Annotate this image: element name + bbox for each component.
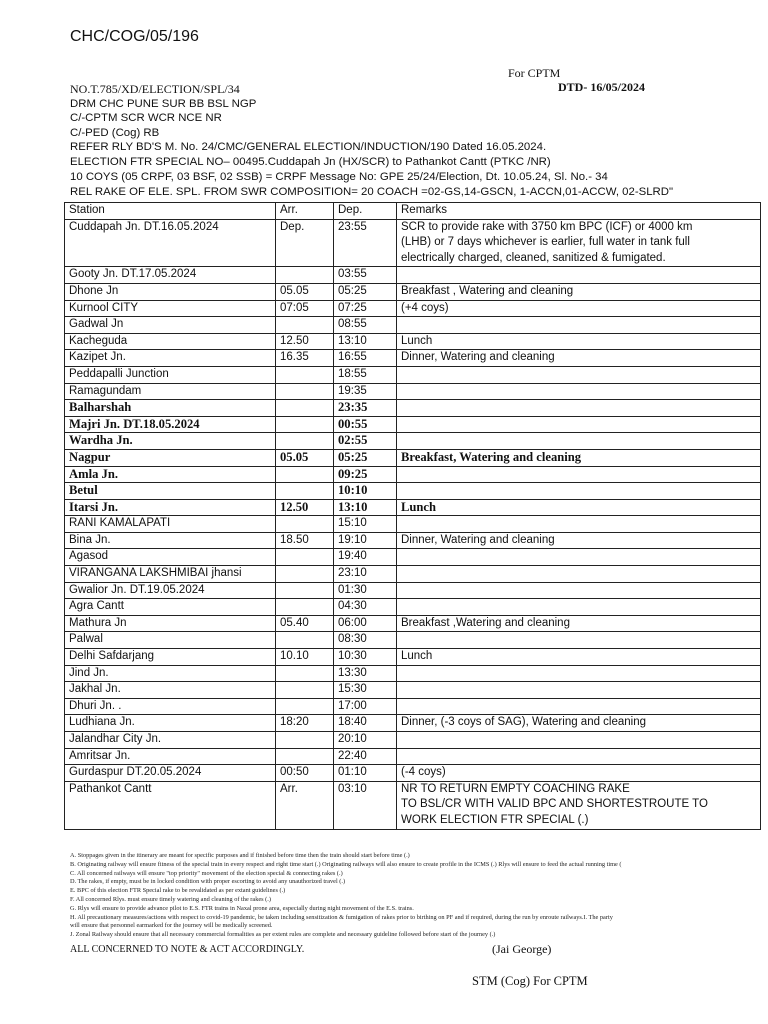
- table-row: [65, 350, 761, 367]
- arrival-cell: 07:05: [276, 300, 334, 317]
- station-cell: VIRANGANA LAKSHMIBAI jhansi: [65, 566, 276, 583]
- arrival-cell: [276, 400, 334, 417]
- table-row: [65, 317, 761, 334]
- arrival-cell: [276, 516, 334, 533]
- arrival-cell: [276, 466, 334, 483]
- table-header-row: [65, 203, 761, 220]
- station-cell: Majri Jn. DT.18.05.2024: [65, 416, 276, 433]
- station-cell: Balharshah: [65, 400, 276, 417]
- table-row: [65, 765, 761, 782]
- table-row: [65, 665, 761, 682]
- departure-cell: 13:10: [334, 499, 397, 516]
- remarks-cell: [397, 383, 761, 400]
- remarks-cell: Dinner, Watering and cleaning: [397, 350, 761, 367]
- remarks-cell: [397, 566, 761, 583]
- departure-cell: 10:10: [334, 483, 397, 500]
- remarks-cell: [397, 599, 761, 616]
- remarks-cell: SCR to provide rake with 3750 km BPC (ICF) or 4000 km (LHB) or 7 days whichever is earlier, full water in tank full electrically charged, cleaned, sanitized & fumigated.: [397, 219, 761, 267]
- note-line: E. BPC of this election FTR Special rake to be revalidated as per extant guidelines (.): [70, 887, 286, 895]
- departure-cell: 05:25: [334, 283, 397, 300]
- remarks-cell: [397, 366, 761, 383]
- table-row: [65, 715, 761, 732]
- departure-cell: 22:40: [334, 748, 397, 765]
- departure-cell: 15:10: [334, 516, 397, 533]
- table-row: [65, 781, 761, 829]
- station-cell: Kazipet Jn.: [65, 350, 276, 367]
- departure-cell: 03:55: [334, 267, 397, 284]
- itinerary-table: [64, 202, 761, 830]
- arrival-cell: [276, 483, 334, 500]
- remarks-cell: [397, 416, 761, 433]
- remarks-cell: [397, 682, 761, 699]
- arrival-cell: 18:20: [276, 715, 334, 732]
- station-cell: Itarsi Jn.: [65, 499, 276, 516]
- station-cell: Gwalior Jn. DT.19.05.2024: [65, 582, 276, 599]
- departure-cell: 03:10: [334, 781, 397, 829]
- table-row: [65, 632, 761, 649]
- departure-cell: 19:35: [334, 383, 397, 400]
- arrival-cell: [276, 632, 334, 649]
- remarks-cell: [397, 466, 761, 483]
- remarks-cell: [397, 698, 761, 715]
- remarks-cell: [397, 516, 761, 533]
- note-line: D. The rakes, if empty, must be in locked condition with proper escorting to avoid any unauthorized travel (.): [70, 878, 346, 886]
- for-cptm-label: For CPTM: [508, 66, 561, 80]
- note-line: J. Zonal Railway should ensure that all necessary commercial formalities as per extent rules are complete and necessary guideline followed before start of the journey (.): [70, 931, 496, 939]
- note-line: H. All precautionary measures/actions with respect to covid-19 pandemic, be taken including sensitization & fumigation of rakes prior to birthing on PF and if required, during the run by enroute railways.I. The party: [70, 913, 613, 921]
- departure-cell: 09:25: [334, 466, 397, 483]
- departure-cell: 05:25: [334, 449, 397, 466]
- departure-cell: 23:55: [334, 219, 397, 267]
- station-cell: Jalandhar City Jn.: [65, 732, 276, 749]
- station-cell: Pathankot Cantt: [65, 781, 276, 829]
- departure-cell: 08:30: [334, 632, 397, 649]
- table-row: [65, 532, 761, 549]
- remarks-cell: [397, 582, 761, 599]
- note-line: A. Stoppages given in the itinerary are meant for specific purposes and if finished before time then the train should start before time (.): [70, 852, 410, 859]
- departure-cell: 13:10: [334, 333, 397, 350]
- arrival-cell: 10.10: [276, 649, 334, 666]
- station-cell: Agra Cantt: [65, 599, 276, 616]
- table-row: [65, 449, 761, 466]
- remarks-cell: [397, 748, 761, 765]
- note-line: B. Originating railway will ensure fitness of the special train in every respect and right time start (.) Originating railways will also ensure to create profile in the ICMS (.) Rlys will ensure to feed the actual running time (: [70, 860, 622, 868]
- arrival-cell: [276, 317, 334, 334]
- arrival-cell: 16.35: [276, 350, 334, 367]
- table-row: [65, 698, 761, 715]
- remarks-cell: Breakfast, Watering and cleaning: [397, 449, 761, 466]
- remarks-cell: [397, 665, 761, 682]
- arrival-cell: 05.05: [276, 283, 334, 300]
- table-row: [65, 582, 761, 599]
- arrival-cell: 18.50: [276, 532, 334, 549]
- arrival-cell: [276, 698, 334, 715]
- departure-cell: 01:30: [334, 582, 397, 599]
- remarks-cell: [397, 267, 761, 284]
- note-line: F. All concerned Rlys. must ensure timely watering and cleaning of the rakes (.): [70, 895, 271, 903]
- arrival-cell: 05.40: [276, 615, 334, 632]
- station-cell: Betul: [65, 483, 276, 500]
- table-row: [65, 682, 761, 699]
- station-cell: Gadwal Jn: [65, 317, 276, 334]
- remarks-cell: NR TO RETURN EMPTY COACHING RAKE TO BSL/CR WITH VALID BPC AND SHORTESTROUTE TO WORK ELECTION FTR SPECIAL (.): [397, 781, 761, 829]
- station-cell: Palwal: [65, 632, 276, 649]
- addressee-cptm: C/-CPTM SCR WCR NCE NR: [70, 112, 222, 124]
- departure-cell: 00:55: [334, 416, 397, 433]
- remarks-cell: Lunch: [397, 499, 761, 516]
- header-departure: Dep.: [334, 203, 397, 220]
- departure-cell: 06:00: [334, 615, 397, 632]
- remarks-cell: Breakfast , Watering and cleaning: [397, 283, 761, 300]
- arrival-cell: [276, 682, 334, 699]
- table-row: [65, 599, 761, 616]
- arrival-cell: [276, 582, 334, 599]
- arrival-cell: [276, 433, 334, 450]
- table-row: [65, 748, 761, 765]
- arrival-cell: 12.50: [276, 333, 334, 350]
- remarks-cell: (+4 coys): [397, 300, 761, 317]
- station-cell: Gooty Jn. DT.17.05.2024: [65, 267, 276, 284]
- header-station: Station: [65, 203, 276, 220]
- station-cell: Dhuri Jn. .: [65, 698, 276, 715]
- arrival-cell: [276, 566, 334, 583]
- header-arrival: Arr.: [276, 203, 334, 220]
- arrival-cell: [276, 383, 334, 400]
- remarks-cell: Breakfast ,Watering and cleaning: [397, 615, 761, 632]
- station-cell: Dhone Jn: [65, 283, 276, 300]
- arrival-cell: 00:50: [276, 765, 334, 782]
- addressee-ped: C/-PED (Cog) RB: [70, 127, 160, 139]
- table-row: [65, 483, 761, 500]
- all-concerned-note: ALL CONCERNED TO NOTE & ACT ACCORDINGLY.: [70, 944, 305, 955]
- departure-cell: 10:30: [334, 649, 397, 666]
- station-cell: Ramagundam: [65, 383, 276, 400]
- arrival-cell: 12.50: [276, 499, 334, 516]
- table-row: [65, 400, 761, 417]
- station-cell: Gurdaspur DT.20.05.2024: [65, 765, 276, 782]
- station-cell: Nagpur: [65, 449, 276, 466]
- remarks-cell: [397, 317, 761, 334]
- station-cell: Agasod: [65, 549, 276, 566]
- departure-cell: 18:40: [334, 715, 397, 732]
- remarks-cell: Lunch: [397, 333, 761, 350]
- departure-cell: 04:30: [334, 599, 397, 616]
- remarks-cell: [397, 549, 761, 566]
- station-cell: Kurnool CITY: [65, 300, 276, 317]
- departure-cell: 13:30: [334, 665, 397, 682]
- remarks-cell: [397, 483, 761, 500]
- composition-line: REL RAKE OF ELE. SPL. FROM SWR COMPOSITION= 20 COACH =02-GS,14-GSCN, 1-ACCN,01-ACCW, 02-SLRD": [70, 186, 674, 198]
- table-row: [65, 366, 761, 383]
- departure-cell: 20:10: [334, 732, 397, 749]
- station-cell: Amritsar Jn.: [65, 748, 276, 765]
- station-cell: Kacheguda: [65, 333, 276, 350]
- station-cell: RANI KAMALAPATI: [65, 516, 276, 533]
- station-cell: Amla Jn.: [65, 466, 276, 483]
- table-row: [65, 416, 761, 433]
- letter-number: NO.T.785/XD/ELECTION/SPL/34: [70, 82, 240, 96]
- table-row: [65, 549, 761, 566]
- addressee-drm: DRM CHC PUNE SUR BB BSL NGP: [70, 98, 257, 110]
- remarks-cell: [397, 433, 761, 450]
- arrival-cell: [276, 665, 334, 682]
- station-cell: Bina Jn.: [65, 532, 276, 549]
- remarks-cell: [397, 732, 761, 749]
- arrival-cell: 05.05: [276, 449, 334, 466]
- departure-cell: 23:10: [334, 566, 397, 583]
- station-cell: Cuddapah Jn. DT.16.05.2024: [65, 219, 276, 267]
- table-row: [65, 732, 761, 749]
- table-row: [65, 566, 761, 583]
- station-cell: Jind Jn.: [65, 665, 276, 682]
- remarks-cell: [397, 400, 761, 417]
- table-row: [65, 649, 761, 666]
- departure-cell: 18:55: [334, 366, 397, 383]
- table-row: [65, 383, 761, 400]
- table-row: [65, 219, 761, 267]
- departure-cell: 19:10: [334, 532, 397, 549]
- arrival-cell: [276, 732, 334, 749]
- arrival-cell: [276, 599, 334, 616]
- table-row: [65, 516, 761, 533]
- special-train-line: ELECTION FTR SPECIAL NO– 00495.Cuddapah Jn (HX/SCR) to Pathankot Cantt (PTKC /NR): [70, 156, 551, 168]
- signatory-designation: STM (Cog) For CPTM: [472, 974, 588, 988]
- arrival-cell: [276, 416, 334, 433]
- departure-cell: 15:30: [334, 682, 397, 699]
- table-row: [65, 333, 761, 350]
- departure-cell: 16:55: [334, 350, 397, 367]
- station-cell: Wardha Jn.: [65, 433, 276, 450]
- note-line: will ensure that personnel earmarked for the journey will be medically screened.: [70, 922, 273, 930]
- table-row: [65, 466, 761, 483]
- departure-cell: 17:00: [334, 698, 397, 715]
- departure-cell: 23:35: [334, 400, 397, 417]
- station-cell: Jakhal Jn.: [65, 682, 276, 699]
- arrival-cell: Arr.: [276, 781, 334, 829]
- header-remarks: Remarks: [397, 203, 761, 220]
- arrival-cell: [276, 549, 334, 566]
- arrival-cell: Dep.: [276, 219, 334, 267]
- departure-cell: 01:10: [334, 765, 397, 782]
- reference-line: REFER RLY BD'S M. No. 24/CMC/GENERAL ELECTION/INDUCTION/190 Dated 16.05.2024.: [70, 141, 547, 153]
- station-cell: Ludhiana Jn.: [65, 715, 276, 732]
- departure-cell: 07:25: [334, 300, 397, 317]
- station-cell: Delhi Safdarjang: [65, 649, 276, 666]
- arrival-cell: [276, 748, 334, 765]
- departure-cell: 02:55: [334, 433, 397, 450]
- remarks-cell: (-4 coys): [397, 765, 761, 782]
- arrival-cell: [276, 267, 334, 284]
- departure-cell: 08:55: [334, 317, 397, 334]
- signatory-name: (Jai George): [492, 942, 552, 956]
- table-row: [65, 300, 761, 317]
- table-row: [65, 615, 761, 632]
- table-row: [65, 283, 761, 300]
- remarks-cell: Lunch: [397, 649, 761, 666]
- document-date: DTD- 16/05/2024: [558, 80, 645, 94]
- departure-cell: 19:40: [334, 549, 397, 566]
- station-cell: Mathura Jn: [65, 615, 276, 632]
- document-reference: CHC/COG/05/196: [70, 28, 199, 45]
- remarks-cell: Dinner, (-3 coys of SAG), Watering and cleaning: [397, 715, 761, 732]
- table-row: [65, 433, 761, 450]
- notes-section: [70, 852, 760, 940]
- remarks-cell: [397, 632, 761, 649]
- coys-line: 10 COYS (05 CRPF, 03 BSF, 02 SSB) = CRPF Message No: GPE 25/24/Election, Dt. 10.05.24, Sl. No.- 34: [70, 171, 608, 183]
- station-cell: Peddapalli Junction: [65, 366, 276, 383]
- table-row: [65, 267, 761, 284]
- note-line: G. Rlys will ensure to provide advance pilot to E.S. FTR trains in Naxal prone area, especially during night movement of the E.S. trains.: [70, 904, 414, 912]
- remarks-cell: Dinner, Watering and cleaning: [397, 532, 761, 549]
- table-row: [65, 499, 761, 516]
- note-line: C. All concerned railways will ensure "top priority" movement of the election special & connecting rakes (.): [70, 869, 343, 877]
- arrival-cell: [276, 366, 334, 383]
